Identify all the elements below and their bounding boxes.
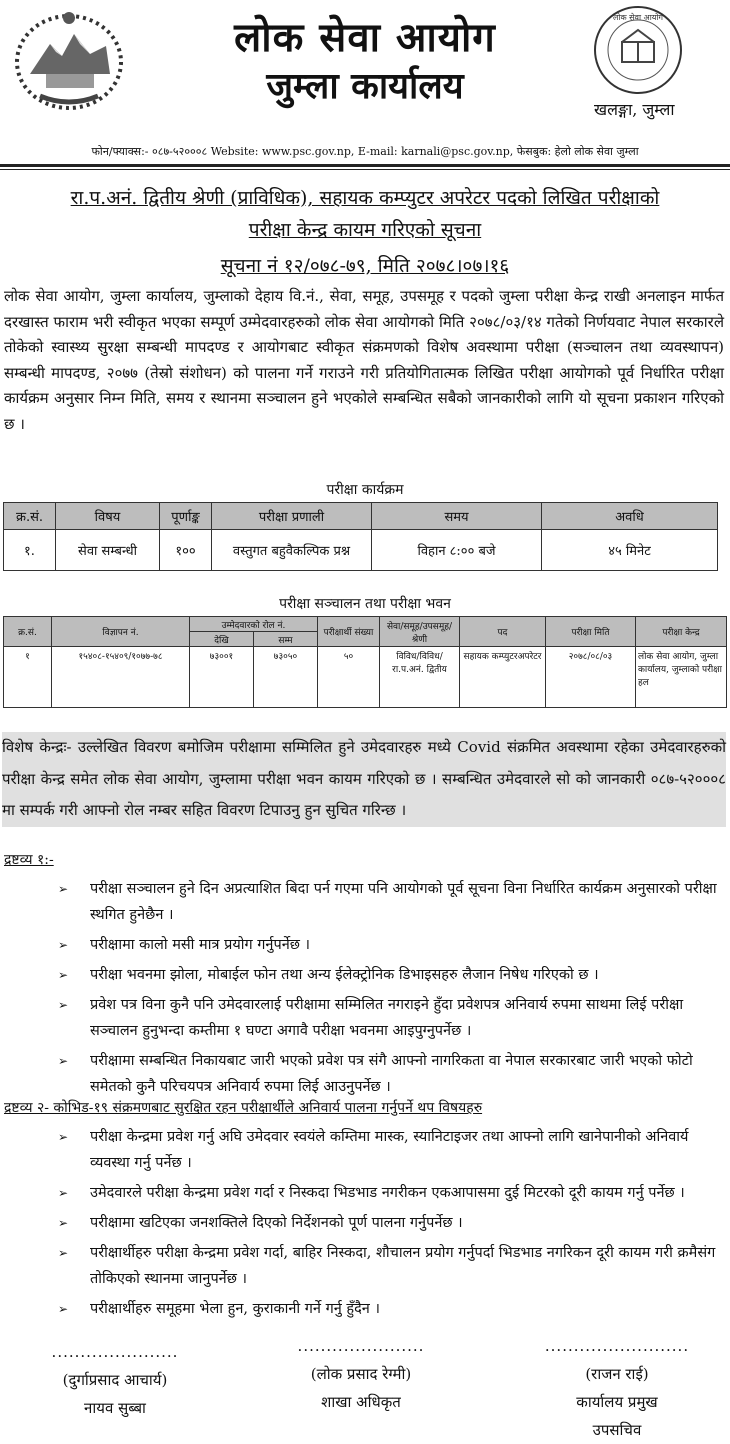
signatory-post: कार्यालय प्रमुख: [576, 1393, 658, 1411]
arrow-bullet-icon: ➢: [58, 1186, 69, 1200]
signatory-post: नायव सुब्बा: [84, 1399, 146, 1417]
cell-post: सहायक कम्प्युटरअपरेटर: [460, 647, 546, 708]
arrow-bullet-icon: ➢: [58, 1246, 69, 1260]
cell-exam-system: वस्तुगत बहुवैकल्पिक प्रश्न: [212, 530, 372, 571]
table-row: [4, 530, 718, 571]
signature-block-2: [256, 1332, 466, 1416]
arrow-bullet-icon: ➢: [58, 1216, 69, 1230]
note2-heading: द्रष्टव्य २- कोभिड-१९ संक्रमणबाट सुरक्षित रहन परीक्षार्थीले अनिवार्य पालना गर्नुपर्ने थप विषयहरु: [4, 1100, 483, 1116]
cell-roll-to: ७३०५०: [254, 647, 318, 708]
exam-centre-table: [3, 616, 727, 708]
signatory-name: (राजन राई): [585, 1365, 649, 1383]
signature-block-1: [10, 1338, 220, 1422]
col-roll-group: उम्मेदवारको रोल नं.: [190, 617, 318, 632]
notice-number: सूचना नं १२/०७८-७९, मिति २०७८।०७।१६: [220, 255, 510, 277]
list-item: ➢ परीक्षामा सम्बन्धित निकायबाट जारी भएको प्रवेश पत्र संगै आफ्नो नागरिकता वा नेपाल सरकारबाट जारी भएको फोटो समेतको कुनै परिचयपत्र अनिवार्य रुपमा लिई आउनुपर्नेछ ।: [58, 1048, 724, 1100]
nepal-emblem-icon: [10, 4, 128, 112]
signatory-name: (लोक प्रसाद रेग्मी): [310, 1365, 412, 1383]
psc-seal-icon: [592, 4, 684, 96]
col-exam-system: परीक्षा प्रणाली: [212, 503, 372, 530]
org-name: लोक सेवा आयोग: [234, 14, 496, 61]
intro-paragraph: लोक सेवा आयोग, जुम्ला कार्यालय, जुम्लाको देहाय वि.नं., सेवा, समूह, उपसमूह र पदको जुम्ला परीक्षा केन्द्र राखी अनलाइन मार्फत दरखास्त फाराम भरी स्वीकृत भएका सम्पूर्ण उम्मेदवारहरुको लोक सेवा आयोगको मिति २०७८/०३/१४ गतेको निर्णयवाट नेपाल सरकारले तोकेको स्वास्थ्य सुरक्षा सम्बन्धी मापदण्ड र आयोगबाट स्वीकृत संक्रमणको विशेष अवस्थामा परीक्षा (सञ्चालन तथा व्यवस्थापन) सम्बन्धी मापदण्ड, २०७७ (तेस्रो संशोधन) को पालना गर्ने गराउने गरी प्रतियोगितात्मक लिखित परीक्षा आयोगको पूर्व निर्धारित परीक्षा कार्यक्रम अनुसार निम्न मिति, समय र स्थानमा सञ्चालन हुने भएकोले सम्बन्धित सबैको जानकारीको लागि यो सूचना प्रकाशन गरिएको छ ।: [4, 287, 724, 433]
arrow-bullet-icon: ➢: [58, 882, 69, 896]
contact-line: फोन/फ्याक्स:- ०८७-५२०००८ Website: www.psc.gov.np, E-mail: karnali@psc.gov.np, फेसबुक: हेलो लोक सेवा जुम्ला: [91, 145, 639, 158]
list-item: ➢ उमेदवारले परीक्षा केन्द्रमा प्रवेश गर्दा र निस्कदा भिडभाड नगरीकन एकआपासमा दुई मिटरको दूरी कायम गर्नु पर्नेछ ।: [58, 1180, 724, 1206]
special-centre-note: विशेष केन्द्रः- उल्लेखित विवरण बमोजिम परीक्षामा सम्मिलित हुने उमेदवारहरु मध्ये Covid संक्रमित अवस्थामा रहेका उमेदवारहरुको परीक्षा केन्द्र समेत लोक सेवा आयोग, जुम्लामा परीक्षा भवन कायम गरिएको छ । सम्बन्धित उमेदवारले सो को जानकारी ०८७-५२०००८ मा सम्पर्क गरी आफ्नो रोल नम्बर सहित विवरण टिपाउनु हुन सुचित गरिन्छ ।: [2, 732, 726, 827]
list-item: ➢ परीक्षा सञ्चालन हुने दिन अप्रत्याशित बिदा पर्न गएमा पनि आयोगको पूर्व सूचना विना निर्धारित कार्यक्रम अनुसारको परीक्षा स्थगित हुनेछैन ।: [58, 876, 724, 928]
table-row: [4, 647, 727, 708]
signature-line: ......................: [51, 1343, 179, 1361]
exam-schedule-caption: परीक्षा कार्यक्रम: [326, 482, 404, 498]
col-roll-from: देखि: [190, 632, 254, 647]
col-adv-no: विज्ञापन नं.: [52, 617, 190, 647]
col-service-group: सेवा/समूह/उपसमूह/श्रेणी: [380, 617, 460, 647]
arrow-bullet-icon: ➢: [58, 938, 69, 952]
col-sn: क्र.सं.: [4, 503, 56, 530]
col-exam-date: परीक्षा मिति: [546, 617, 636, 647]
cell-count: ५०: [318, 647, 380, 708]
col-sn: क्र.सं.: [4, 617, 52, 647]
cell-centre: लोक सेवा आयोग, जुम्ला कार्यालय, जुम्लाको परीक्षा हल: [636, 647, 727, 708]
cell-duration: ४५ मिनेट: [542, 530, 718, 571]
arrow-bullet-icon: ➢: [58, 1054, 69, 1068]
note2-list: [58, 1124, 724, 1326]
signature-line: .........................: [544, 1337, 690, 1355]
col-roll-to: सम्म: [254, 632, 318, 647]
header-divider-thin: [0, 169, 730, 170]
notice-title-line2: परीक्षा केन्द्र कायम गरिएको सूचना: [248, 219, 482, 241]
office-address: खलङ्गा, जुम्ला: [594, 100, 675, 119]
exam-schedule-table: [3, 502, 718, 571]
col-duration: अवधि: [542, 503, 718, 530]
arrow-bullet-icon: ➢: [58, 1302, 69, 1316]
list-item: ➢ परीक्षामा खटिएका जनशक्तिले दिएको निर्देशनको पूर्ण पालना गर्नुपर्नेछ ।: [58, 1210, 724, 1236]
cell-time: विहान ८:०० बजे: [372, 530, 542, 571]
signatory-name: (दुर्गाप्रसाद आचार्य): [62, 1371, 168, 1389]
signature-line: ......................: [297, 1337, 425, 1355]
cell-roll-from: ७३००१: [190, 647, 254, 708]
arrow-bullet-icon: ➢: [58, 968, 69, 982]
table-header-row: [4, 503, 718, 530]
office-name: जुम्ला कार्यालय: [266, 65, 464, 107]
list-item: ➢ प्रवेश पत्र विना कुनै पनि उमेदवारलाई परीक्षामा सम्मिलित नगराइने हुँदा प्रवेशपत्र अनिवार्य रुपमा साथमा लिई परीक्षा सञ्चालन हुनुभन्दा कम्तीमा १ घण्टा अगावै परीक्षा भवनमा आइपुग्नुपर्नेछ ।: [58, 992, 724, 1044]
col-time: समय: [372, 503, 542, 530]
list-item: ➢ परीक्षामा कालो मसी मात्र प्रयोग गर्नुपर्नेछ ।: [58, 932, 724, 958]
signatory-post: शाखा अधिकृत: [321, 1393, 401, 1411]
col-count: परीक्षार्थी संख्या: [318, 617, 380, 647]
notice-title-line1: रा.प.अनं. द्वितीय श्रेणी (प्राविधिक), सहायक कम्प्युटर अपरेटर पदको लिखित परीक्षाको: [70, 187, 660, 209]
cell-adv-no: १५४०८-१५४०९/१०७७-७८: [52, 647, 190, 708]
list-item: ➢ परीक्षा केन्द्रमा प्रवेश गर्नु अघि उमेदवार स्वयंले कम्तिमा मास्क, स्यानिटाइजर तथा आफ्नो लागि खानेपानीको अनिवार्य व्यवस्था गर्नु पर्नेछ ।: [58, 1124, 724, 1176]
list-item: ➢ परीक्षा भवनमा झोला, मोबाईल फोन तथा अन्य ईलेक्ट्रोनिक डिभाइसहरु लैजान निषेध गरिएको छ ।: [58, 962, 724, 988]
list-item: ➢ परीक्षार्थीहरु समूहमा भेला हुन, कुराकानी गर्ने गर्नु हुँदैन ।: [58, 1296, 724, 1322]
arrow-bullet-icon: ➢: [58, 998, 69, 1012]
cell-exam-date: २०७८/०८/०३: [546, 647, 636, 708]
list-item: ➢ परीक्षार्थीहरु परीक्षा केन्द्रमा प्रवेश गर्दा, बाहिर निस्कदा, शौचालन प्रयोग गर्नुपर्दा भिडभाड नगरिकन दूरी कायम गरी क्रमैसंग तोकिएको स्थानमा जानुपर्नेछ ।: [58, 1240, 724, 1292]
cell-full-marks: १००: [160, 530, 212, 571]
col-full-marks: पूर्णाङ्क: [160, 503, 212, 530]
seal-text: लोक सेवा आयोग: [612, 13, 664, 22]
arrow-bullet-icon: ➢: [58, 1130, 69, 1144]
exam-centre-caption: परीक्षा सञ्चालन तथा परीक्षा भवन: [279, 596, 451, 612]
signature-block-3: [512, 1332, 722, 1444]
col-centre: परीक्षा केन्द्र: [636, 617, 727, 647]
header-divider-thick: [0, 164, 730, 167]
signatory-rank: उपसचिव: [592, 1421, 642, 1439]
note1-heading: द्रष्टव्य १:-: [4, 852, 54, 868]
cell-sn: १.: [4, 530, 56, 571]
note1-list: [58, 876, 724, 1104]
cell-subject: सेवा सम्बन्धी: [56, 530, 160, 571]
cell-service-group: विविध/विविध/रा.प.अनं. द्वितीय: [380, 647, 460, 708]
col-post: पद: [460, 617, 546, 647]
cell-sn: १: [4, 647, 52, 708]
col-subject: विषय: [56, 503, 160, 530]
